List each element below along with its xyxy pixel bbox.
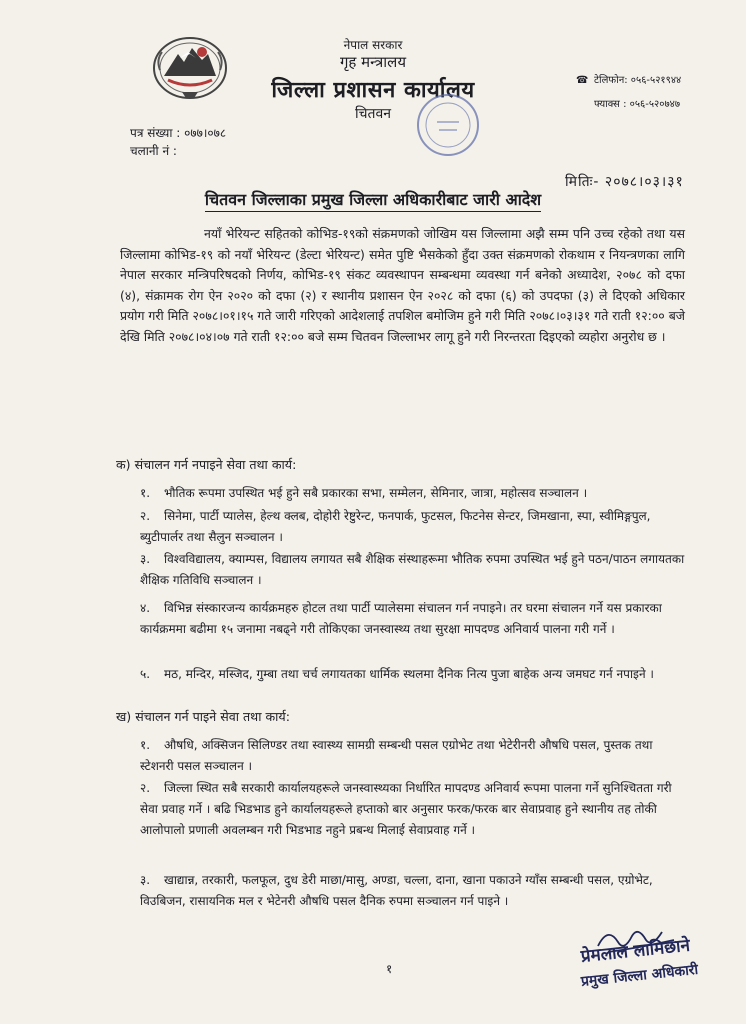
fax-number: फ्याक्स : ०५६-५२०७४७	[594, 99, 681, 110]
page-number: १	[386, 962, 393, 976]
list-item: ३. विश्वविद्यालय, क्याम्पस, विद्यालय लगायत सबै शैक्षिक संस्थाहरूमा भौतिक रुपमा उपस्थित भई हुने पठन/पाठन लगायतका शैक्षिक गतिविधि सञ्चालन ।	[140, 552, 685, 587]
office-seal-stamp	[415, 92, 481, 158]
document-title: चितवन जिल्लाका प्रमुख जिल्ला अधिकारीबाट जारी आदेश	[0, 188, 746, 210]
list-item: ४. विभिन्न संस्कारजन्य कार्यक्रमहरु होटल तथा पार्टी प्यालेसमा संचालन गर्न नपाइने। तर घरमा संचालन गर्ने यस प्रकारका कार्यक्रममा बढीमा १५ जनामा नबढ्ने गरी तोकिएका जनस्वास्थ्य तथा सुरक्षा मापदण्ड अनिवार्य पालना गरी गर्ने ।	[140, 601, 662, 636]
district-label: चितवन	[354, 106, 392, 122]
ministry-label: गृह मन्त्रालय	[339, 53, 407, 71]
government-label: नेपाल सरकार	[343, 38, 403, 52]
dispatch-number: चलानी नं :	[130, 144, 177, 158]
telephone-icon: ☎	[576, 75, 589, 86]
list-item: ५. मठ, मन्दिर, मस्जिद, गुम्बा तथा चर्च लगायतका धार्मिक स्थलमा दैनिक नित्य पुजा बाहेक अन्य जमघट गर्न नपाइने ।	[140, 667, 654, 681]
list-item: ३. खाद्यान्न, तरकारी, फलफूल, दुध डेरी माछा/मासु, अण्डा, चल्ला, दाना, खाना पकाउने ग्याँस सम्बन्धी पसल, एग्रोभेट, विउबिजन, रासायनिक मल र भेटेनरी औषधि पसल दैनिक रुपमा सञ्चालन गर्न पाइने ।	[140, 873, 653, 908]
reference-number: पत्र संख्या : ०७७।०७८	[130, 126, 227, 140]
signer-title: प्रमुख जिल्ला अधिकारी	[580, 961, 699, 991]
list-item: १. औषधि, अक्सिजन सिलिण्डर तथा स्वास्थ्य सामग्री सम्बन्धी पसल एग्रोभेट तथा भेटेरीनरी औषधि पसल, पुस्तक तथा स्टेशनरी पसल सञ्चालन ।	[140, 738, 653, 773]
document-date: मितिः- २०७८।०३।३१	[565, 174, 684, 190]
section-b-heading: ख) संचालन गर्न पाइने सेवा तथा कार्य:	[116, 709, 290, 724]
phone-number: ☎ टेलिफोन: ०५६-५२१९४४	[576, 75, 682, 86]
list-item: २. सिनेमा, पार्टी प्यालेस, हेल्थ क्लब, दोहोरी रेष्टुरेन्ट, फनपार्क, फुटसल, फिटनेस सेन्टर, जिमखाना, स्पा, स्वीमिङ्गपुल, ब्युटीपार्लर तथा सैलुन सञ्चालन ।	[140, 509, 651, 544]
office-title: जिल्ला प्रशासन कार्यालय	[271, 78, 475, 103]
section-a-heading: क) संचालन गर्न नपाइने सेवा तथा कार्य:	[116, 457, 297, 472]
list-item: १. भौतिक रूपमा उपस्थित भई हुने सबै प्रकारका सभा, सम्मेलन, सेमिनार, जात्रा, महोत्सव सञ्चालन ।	[140, 486, 588, 500]
signer-name: प्रेमलाल लामिछाने	[579, 935, 691, 967]
list-item: २. जिल्ला स्थित सबै सरकारी कार्यालयहरूले जनस्वास्थ्यका निर्धारित मापदण्ड अनिवार्य रूपमा पालना गर्ने सुनिश्चितता गरी सेवा प्रवाह गर्ने । बढि भिडभाड हुने कार्यालयहरूले हप्ताको बार अनुसार फरक/फरक बार सेवाप्रवाह हुने स्थानीय तह तोकी आलोपालो प्रणाली अवलम्बन गरी भिडभाड नहुने प्रबन्ध मिलाई सेवाप्रवाह गर्ने ।	[140, 781, 672, 837]
intro-paragraph: नयाँ भेरियन्ट सहितको कोभिड-१९को संक्रमणको जोखिम यस जिल्लामा अझै सम्म पनि उच्च रहेको तथा यस जिल्लामा कोभिड-१९ को नयाँ भेरियन्ट (डेल्टा भेरियन्ट) समेत पुष्टि भैसकेको हुँदा उक्त संक्रमणको रोकथाम र नियन्त्रणका लागि नेपाल सरकार मन्त्रिपरिषदको निर्णय, कोभिड-१९ संकट व्यवस्थापन सम्बन्धमा व्यवस्था गर्न बनेको अध्यादेश, २०७८ को दफा (४), संक्रामक रोग ऐन २०२० को दफा (२) र स्थानीय प्रशासन ऐन २०२८ को दफा (६) को उपदफा (३) ले दिएको अधिकार प्रयोग गरी मिति २०७८।०१।१५ गते जारी गरिएको आदेशलाई तपशिल बमोजिम हुने गरी मिति २०७८।०३।३१ गते राती १२:०० बजे देखि मिति २०७८।०४।०७ गते राती १२:०० बजे सम्म चितवन जिल्लाभर लागू हुने गरी निरन्तरता दिइएको व्यहोरा अनुरोध छ ।	[120, 226, 685, 344]
